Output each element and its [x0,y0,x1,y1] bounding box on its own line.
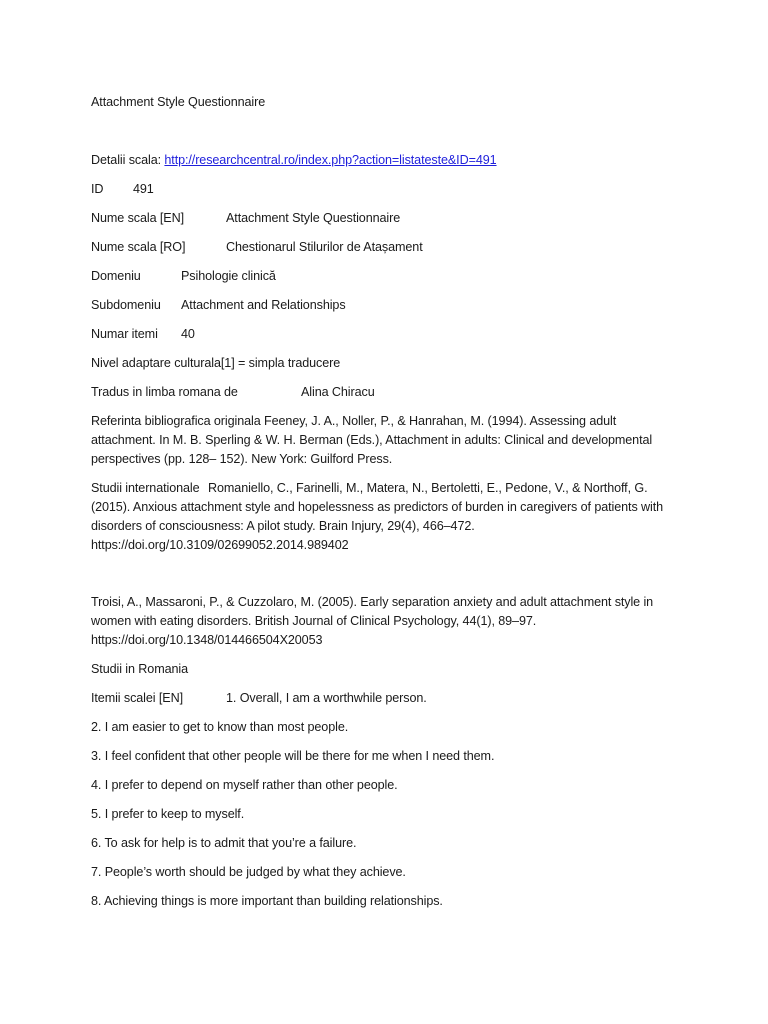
list-item: 1. Overall, I am a worthwhile person. [226,691,427,705]
details-label: Detalii scala: [91,153,161,167]
international-label: Studii internationale [91,481,200,495]
list-item: 7. People’s worth should be judged by what they achieve. [91,865,406,879]
subdomain-row [91,296,346,315]
subdomain-label: Subdomeniu [91,298,161,312]
translator-label: Tradus in limba romana de [91,385,238,399]
id-row [91,180,154,199]
items-count-value: 40 [181,327,195,341]
list-item: 5. I prefer to keep to myself. [91,807,245,821]
name-en-label: Nume scala [EN] [91,211,184,225]
list-item: 6. To ask for help is to admit that you’re a failure. [91,836,357,850]
items-row [91,689,427,708]
items-label: Itemii scalei [EN] [91,691,183,705]
international-study-1-text: Romaniello, C., Farinelli, M., Matera, N., Bertoletti, E., Pedone, V., & Northoff, G. (2015). Anxious attachment style and hopelessness as predictors of burden in caregivers of patients with disorders of consciousness: A pilot study. Brain Injury, 29(4), 466–472. https://doi.org/10.3109/02699052.2014.989402 [91,481,664,552]
international-study-1 [91,479,681,555]
international-study-2: Troisi, A., Massaroni, P., & Cuzzolaro, M. (2005). Early separation anxiety and adult attachment style in women with eating disorders. British Journal of Clinical Psychology, 44(1), 89–97. https://doi.org/10.1348/014466504X20053 [91,595,654,647]
id-value: 491 [133,182,154,196]
list-item: 2. I am easier to get to know than most people. [91,720,349,734]
reference-paragraph: Referinta bibliografica originala Feeney, J. A., Noller, P., & Hanrahan, M. (1994). Assessing adult attachment. In M. B. Sperling & W. H. Berman (Eds.), Attachment in adults: Clinical and developmental perspectives (pp. 128– 152). New York: Guilford Press. [91,414,653,466]
name-ro-label: Nume scala [RO] [91,240,186,254]
domain-row [91,267,276,286]
domain-value: Psihologie clinică [181,269,276,283]
name-ro-value: Chestionarul Stilurilor de Atașament [226,240,423,254]
items-count-row [91,325,195,344]
name-ro-row [91,238,423,257]
details-link[interactable]: http://researchcentral.ro/index.php?action=listateste&ID=491 [164,153,497,167]
document-title: Attachment Style Questionnaire [91,95,266,109]
id-label: ID [91,182,104,196]
name-en-value: Attachment Style Questionnaire [226,211,401,225]
name-en-row [91,209,400,228]
list-item: 3. I feel confident that other people will be there for me when I need them. [91,749,495,763]
subdomain-value: Attachment and Relationships [181,298,346,312]
adaptation-row: Nivel adaptare culturala[1] = simpla traducere [91,356,341,370]
domain-label: Domeniu [91,269,141,283]
details-row [91,151,497,170]
list-item: 4. I prefer to depend on myself rather than other people. [91,778,398,792]
romania-studies-label: Studii in Romania [91,662,189,676]
translator-row [91,383,375,402]
items-count-label: Numar itemi [91,327,158,341]
list-item: 8. Achieving things is more important than building relationships. [91,894,443,908]
translator-value: Alina Chiracu [301,385,375,399]
